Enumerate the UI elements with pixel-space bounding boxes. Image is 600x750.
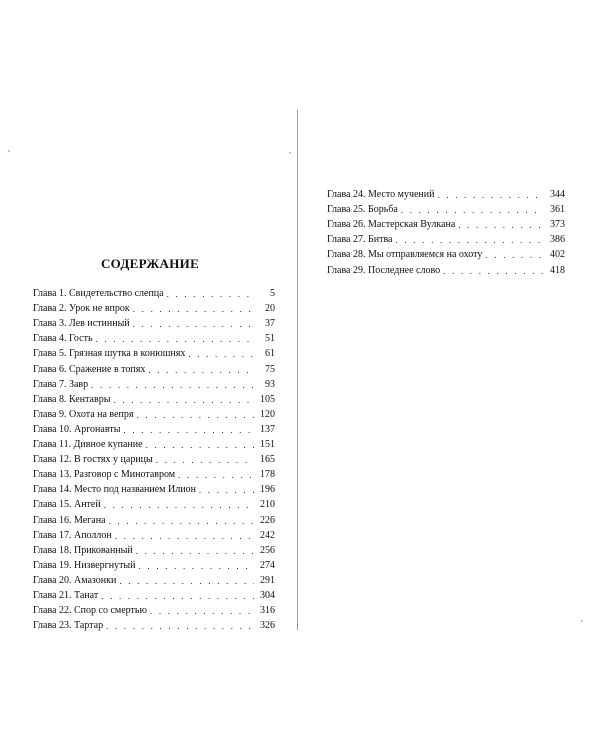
dot-leader [156, 455, 254, 466]
scan-speck [289, 152, 291, 154]
dot-leader [119, 576, 254, 587]
dot-leader [458, 220, 544, 231]
toc-entry [33, 391, 275, 406]
left-page [33, 253, 275, 632]
toc-entry-page-number: 210 [260, 499, 275, 511]
dot-leader [133, 319, 254, 330]
page-gutter-fold [297, 110, 298, 630]
toc-entry-title: Глава 24. Место мучений [327, 189, 435, 201]
toc-entry-page-number: 137 [260, 423, 275, 435]
toc-entry-title: Глава 6. Сражение в топях [33, 363, 146, 375]
toc-entry-title: Глава 10. Аргонавты [33, 423, 121, 435]
toc-entry [33, 511, 275, 526]
toc-entry-page-number: 61 [265, 348, 275, 360]
toc-entry [33, 436, 275, 451]
toc-entry-page-number: 386 [550, 234, 565, 246]
dot-leader [167, 289, 254, 300]
toc-entry-title: Глава 27. Битва [327, 234, 393, 246]
toc-entry-page-number: 361 [550, 204, 565, 216]
toc-entry [33, 557, 275, 572]
toc-entry-title: Глава 25. Борьба [327, 204, 398, 216]
toc-list-left [33, 285, 275, 632]
toc-entry [33, 421, 275, 436]
toc-entry-title: Глава 28. Мы отправляемся на охоту [327, 249, 483, 261]
toc-entry-title: Глава 22. Спор со смертью [33, 605, 147, 617]
toc-entry [33, 481, 275, 496]
dot-leader [485, 250, 544, 261]
toc-entry-page-number: 291 [260, 574, 275, 586]
dot-leader [113, 395, 254, 406]
toc-entry-page-number: 418 [550, 264, 565, 276]
toc-entry [33, 617, 275, 632]
dot-leader [136, 546, 254, 557]
toc-entry-page-number: 242 [260, 529, 275, 541]
toc-entry [33, 315, 275, 330]
toc-entry-page-number: 274 [260, 559, 275, 571]
toc-entry-page-number: 105 [260, 393, 275, 405]
toc-entry-page-number: 165 [260, 454, 275, 466]
dot-leader [104, 500, 254, 511]
toc-entry [33, 496, 275, 511]
toc-entry-title: Глава 4. Гость [33, 333, 93, 345]
toc-entry [33, 451, 275, 466]
toc-entry [327, 246, 565, 261]
toc-entry [33, 285, 275, 300]
dot-leader [139, 561, 254, 572]
toc-entry [327, 201, 565, 216]
dot-leader [199, 485, 254, 496]
toc-list-right [327, 186, 565, 277]
toc-entry-title: Глава 5. Грязная шутка в конюшнях [33, 348, 186, 360]
toc-entry-title: Глава 29. Последнее слово [327, 264, 441, 276]
dot-leader [437, 190, 544, 201]
toc-entry [33, 602, 275, 617]
toc-entry [327, 216, 565, 231]
toc-entry-page-number: 20 [265, 303, 275, 315]
toc-entry-page-number: 5 [270, 288, 275, 300]
toc-entry-page-number: 256 [260, 544, 275, 556]
dot-leader [123, 425, 254, 436]
dot-leader [115, 531, 254, 542]
toc-entry-title: Глава 23. Тартар [33, 620, 104, 632]
toc-entry [33, 587, 275, 602]
toc-entry-title: Глава 8. Кентавры [33, 393, 111, 405]
toc-entry-page-number: 373 [550, 219, 565, 231]
toc-entry-title: Глава 3. Лев истинный [33, 318, 130, 330]
toc-entry-page-number: 120 [260, 408, 275, 420]
toc-entry-title: Глава 18. Прикованный [33, 544, 133, 556]
toc-entry-page-number: 402 [550, 249, 565, 261]
scan-speck [8, 150, 10, 152]
dot-leader [395, 235, 544, 246]
toc-entry-title: Глава 11. Дивное купание [33, 439, 143, 451]
dot-leader [148, 365, 254, 376]
toc-entry-page-number: 304 [260, 589, 275, 601]
toc-entry [33, 542, 275, 557]
toc-entry-title: Глава 2. Урок не впрок [33, 303, 130, 315]
dot-leader [178, 470, 254, 481]
toc-entry [33, 376, 275, 391]
toc-entry-title: Глава 21. Танат [33, 589, 99, 601]
toc-entry [33, 360, 275, 375]
toc-entry-title: Глава 16. Мегана [33, 514, 106, 526]
toc-entry-title: Глава 1. Свидетельство слепца [33, 288, 164, 300]
toc-entry-page-number: 178 [260, 469, 275, 481]
dot-leader [146, 440, 254, 451]
dot-leader [91, 380, 254, 391]
dot-leader [101, 591, 254, 602]
dot-leader [96, 334, 254, 345]
toc-entry-page-number: 326 [260, 620, 275, 632]
toc-entry-title: Глава 13. Разговор с Минотавром [33, 469, 176, 481]
toc-entry-page-number: 151 [260, 439, 275, 451]
right-page [327, 186, 565, 277]
dot-leader [106, 621, 254, 632]
toc-entry [327, 261, 565, 276]
dot-leader [443, 266, 544, 277]
toc-entry-title: Глава 7. Завр [33, 378, 89, 390]
scan-speck [581, 620, 583, 622]
toc-entry-title: Глава 19. Низвергнутый [33, 559, 136, 571]
toc-entry-page-number: 93 [265, 378, 275, 390]
toc-entry [327, 231, 565, 246]
dot-leader [150, 606, 254, 617]
toc-entry-title: Глава 14. Место под названием Илион [33, 484, 196, 496]
toc-entry-page-number: 344 [550, 189, 565, 201]
toc-entry-title: Глава 17. Аполлон [33, 529, 112, 541]
toc-entry-title: Глава 20. Амазонки [33, 574, 117, 586]
toc-entry [33, 345, 275, 360]
toc-heading: СОДЕРЖАНИЕ [100, 256, 200, 271]
toc-entry [33, 572, 275, 587]
toc-entry-page-number: 75 [265, 363, 275, 375]
toc-entry-page-number: 226 [260, 514, 275, 526]
toc-entry-page-number: 37 [265, 318, 275, 330]
dot-leader [136, 410, 254, 421]
toc-entry [327, 186, 565, 201]
toc-entry-page-number: 316 [260, 605, 275, 617]
dot-leader [133, 304, 254, 315]
toc-entry [33, 466, 275, 481]
toc-entry [33, 300, 275, 315]
dot-leader [401, 205, 544, 216]
toc-entry-title: Глава 9. Охота на вепря [33, 408, 134, 420]
toc-entry-title: Глава 26. Мастерская Вулкана [327, 219, 456, 231]
toc-entry [33, 330, 275, 345]
toc-entry-title: Глава 12. В гостях у царицы [33, 454, 153, 466]
toc-entry-title: Глава 15. Антей [33, 499, 101, 511]
toc-entry [33, 406, 275, 421]
dot-leader [109, 516, 254, 527]
toc-entry-page-number: 51 [265, 333, 275, 345]
dot-leader [188, 349, 254, 360]
toc-entry [33, 527, 275, 542]
toc-entry-page-number: 196 [260, 484, 275, 496]
